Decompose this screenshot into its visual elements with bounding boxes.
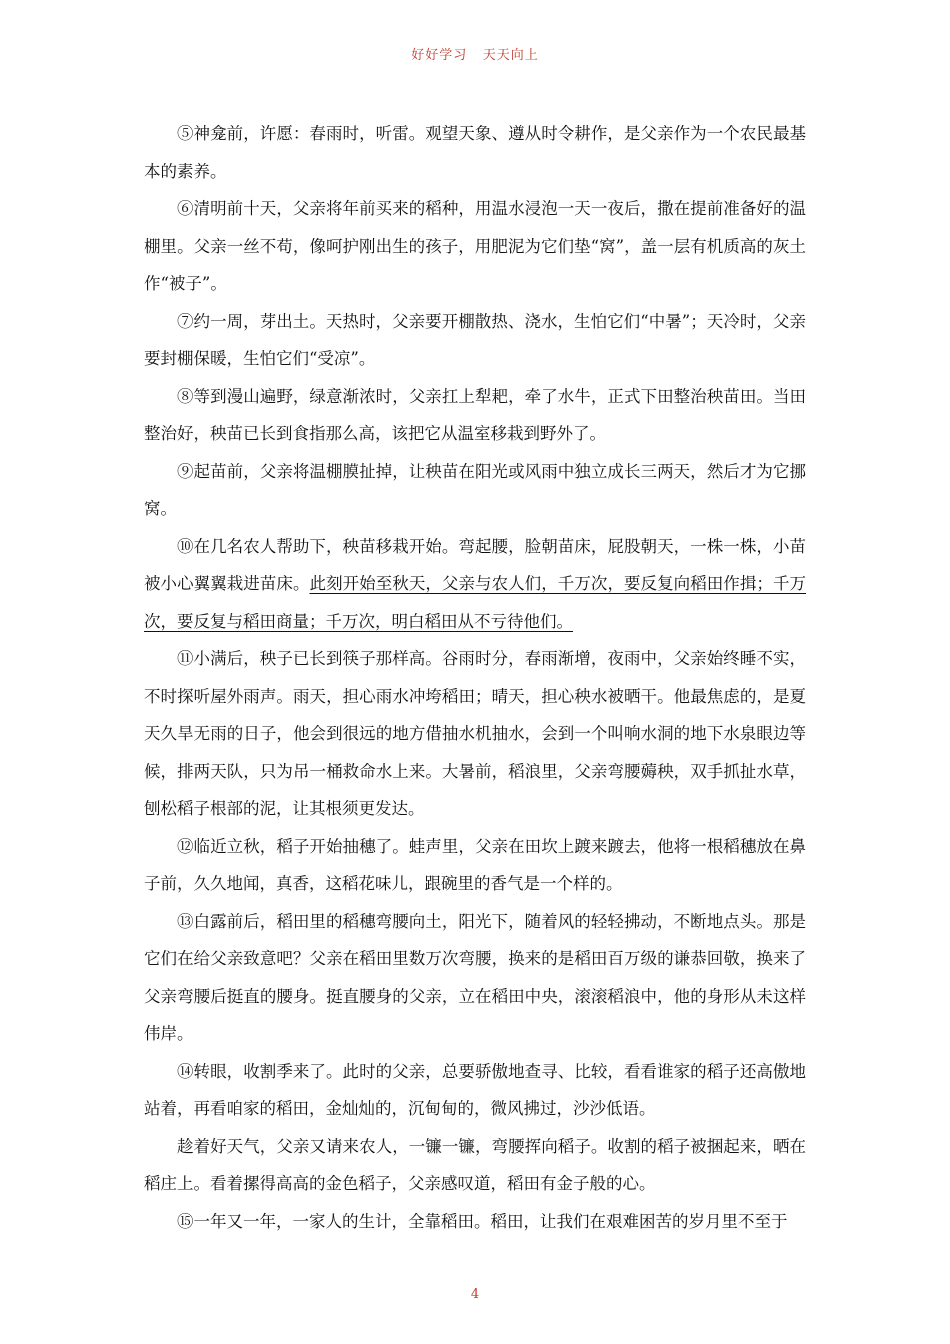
- paragraph-text: ⑦约一周，芽出土。天热时，父亲要开棚散热、浇水，生怕它们“中暑”；天冷时，父亲要封棚保暖，生怕它们“受凉”。: [144, 311, 806, 368]
- paragraph-text: ⑮一年又一年，一家人的生计，全靠稻田。稻田，让我们在艰难困苦的岁月里不至于: [177, 1211, 788, 1231]
- paragraph-text: ⑪小满后，秧子已长到筷子那样高。谷雨时分，春雨渐增，夜雨中，父亲始终睡不实，不时探听屋外雨声。雨天，担心雨水冲垮稻田；晴天，担心秧水被晒干。他最焦虑的，是夏天久旱无雨的日子，他会到很远的地方借抽水机抽水，会到一个叫响水洞的地下水泉眼边等候，排两天队，只为吊一桶救命水上来。大暑前，稻浪里，父亲弯腰薅秧，双手抓扯水草，刨松稻子根部的泥，让其根须更发达。: [144, 649, 806, 818]
- paragraph-9: [144, 453, 806, 528]
- paragraph-text: ⑫临近立秋，稻子开始抽穗了。蛙声里，父亲在田坎上踱来踱去，他将一根稻穗放在鼻子前，久久地闻，真香，这稻花味儿，跟碗里的香气是一个样的。: [144, 836, 806, 893]
- page-number: 4: [470, 1287, 480, 1302]
- paragraph-text: ⑨起苗前，父亲将温棚膜扯掉，让秧苗在阳光或风雨中独立成长三两天，然后才为它挪窝。: [144, 461, 806, 518]
- paragraph-6: [144, 190, 806, 303]
- paragraph-7: [144, 303, 806, 378]
- document-body: [144, 115, 806, 1240]
- page-header: 好好学习 天天向上: [411, 48, 539, 63]
- paragraph-14: [144, 1053, 806, 1128]
- paragraph-12: [144, 828, 806, 903]
- paragraph-text: ⑤神龛前，许愿：春雨时，听雷。观望天象、遵从时令耕作，是父亲作为一个农民最基本的素养。: [144, 124, 806, 181]
- paragraph-text: ⑬白露前后，稻田里的稻穗弯腰向土，阳光下，随着风的轻轻拂动，不断地点头。那是它们在给父亲致意吧？父亲在稻田里数万次弯腰，换来的是稻田百万级的谦恭回敬，换来了父亲弯腰后挺直的腰身。挺直腰身的父亲，立在稻田中央，滚滚稻浪中，他的身形从未这样伟岸。: [144, 911, 806, 1043]
- paragraph-text: ⑩在几名农人帮助下，秧苗移栽开始。弯起腰，脸朝苗床，屁股朝天，一株一株，小苗被小心翼翼栽进苗床。: [144, 536, 806, 593]
- paragraph-5: [144, 115, 806, 190]
- paragraph-text: ⑭转眼，收割季来了。此时的父亲，总要骄傲地查寻、比较，看看谁家的稻子还高傲地站着，再看咱家的稻田，金灿灿的，沉甸甸的，微风拂过，沙沙低语。: [144, 1061, 806, 1118]
- paragraph-14-continued: [144, 1128, 806, 1203]
- paragraph-text: ⑥清明前十天，父亲将年前买来的稻种，用温水浸泡一天一夜后，撒在提前准备好的温棚里。父亲一丝不苟，像呵护刚出生的孩子，用肥泥为它们垫“窝”，盖一层有机质高的灰土作“被子”。: [144, 199, 806, 293]
- paragraph-11: [144, 640, 806, 828]
- underlined-sentence: 此刻开始至秋天，父亲与农人们，千万次，要反复向稻田作揖；千万次，要反复与稻田商量；千万次，明白稻田从不亏待他们。: [144, 574, 807, 631]
- paragraph-text: 趁着好天气，父亲又请来农人，一镰一镰，弯腰挥向稻子。收割的稻子被捆起来，晒在稻庄上。看着摞得高高的金色稻子，父亲感叹道，稻田有金子般的心。: [144, 1136, 806, 1193]
- paragraph-10: [144, 528, 806, 641]
- paragraph-text: ⑧等到漫山遍野，绿意渐浓时，父亲扛上犁耙，牵了水牛，正式下田整治秧苗田。当田整治好，秧苗已长到食指那么高，该把它从温室移栽到野外了。: [144, 386, 806, 443]
- paragraph-13: [144, 903, 806, 1053]
- paragraph-8: [144, 378, 806, 453]
- paragraph-15: [144, 1203, 806, 1241]
